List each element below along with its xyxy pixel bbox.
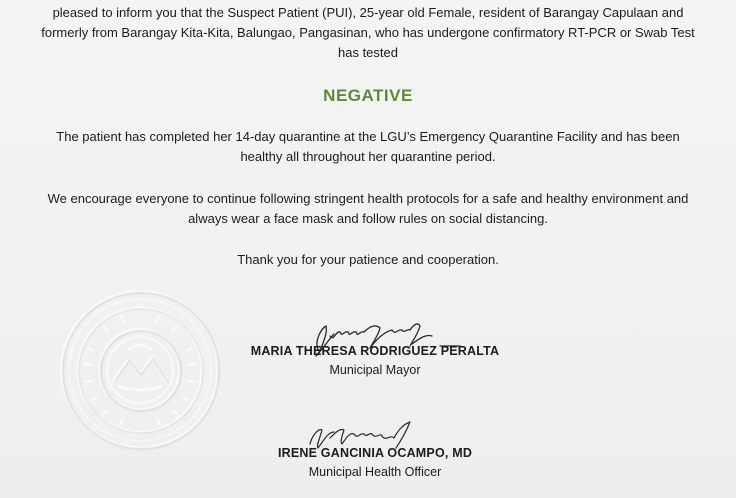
health-officer-title: Municipal Health Officer	[308, 465, 442, 479]
encourage-paragraph: We encourage everyone to continue following stringent health protocols for a safe and healthy environment and always wear a face mask and follow rules on social distancing.	[47, 191, 689, 226]
closing-line: Thank you for your patience and cooperation.	[237, 252, 499, 267]
mayor-name: MARIA THERESA RODRIGUEZ PERALTA	[250, 344, 500, 358]
quarantine-paragraph: The patient has completed her 14-day quarantine at the LGU’s Emergency Quarantine Facility and has been healthy all throughout her quarantine period.	[56, 129, 680, 164]
health-officer-signature-block	[230, 446, 520, 479]
embossed-seal-icon	[58, 288, 222, 452]
mayor-signature-block	[230, 344, 520, 377]
test-result: NEGATIVE	[323, 86, 413, 105]
health-officer-name: IRENE GANCINIA OCAMPO, MD	[277, 446, 473, 460]
mayor-title: Municipal Mayor	[329, 363, 421, 377]
opening-paragraph: pleased to inform you that the Suspect Patient (PUI), 25-year old Female, resident of Barangay Capulaan and formerly from Barangay Kita-Kita, Balungao, Pangasinan, who has undergone confirmatory RT-PCR or Swab Test has tested	[41, 5, 695, 60]
